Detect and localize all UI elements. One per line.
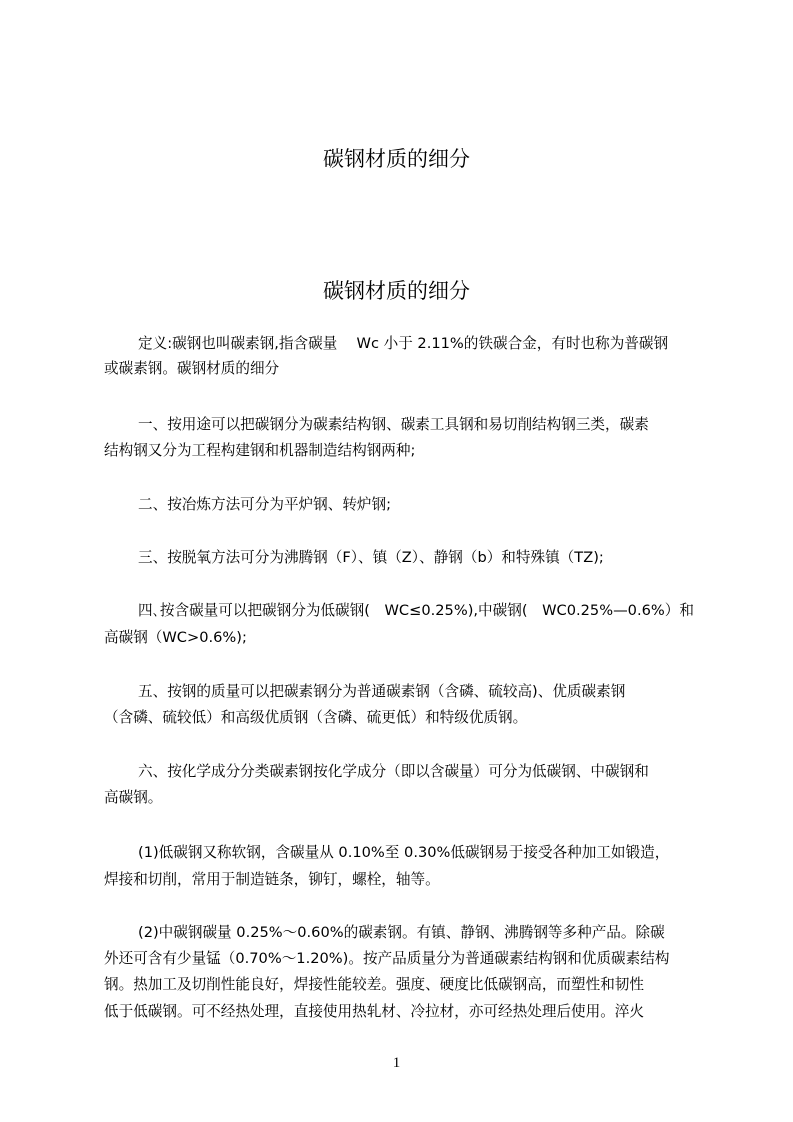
paragraph-line: 五、按钢的质量可以把碳素钢分为普通碳素钢（含磷、硫较高)、优质碳素钢: [138, 683, 626, 700]
paragraph-line: 定义:碳钢也叫碳素钢,指含碳量 Wc 小于 2.11%的铁碳合金，有时也称为普碳钢: [138, 335, 669, 352]
paragraph-line: (2)中碳钢碳量 0.25%～0.60%的碳素钢。有镇、静钢、沸腾钢等多种产品。除碳: [138, 924, 665, 941]
paragraph-line: 二、按冶炼方法可分为平炉钢、转炉钢;: [138, 496, 392, 513]
paragraph-line: (1)低碳钢又称软钢，含碳量从 0.10%至 0.30%低碳钢易于接受各种加工如锻造，: [138, 844, 670, 861]
document-title: 碳钢材质的细分: [323, 279, 470, 303]
paragraph-line: 低于低碳钢。可不经热处理，直接使用热轧材、冷拉材，亦可经热处理后使用。淬火: [104, 1003, 644, 1020]
paragraph-line: 三、按脱氧方法可分为沸腾钢（F）、镇（Z）、静钢（b）和特殊镇（TZ);: [138, 549, 604, 566]
paragraph-line: 钢。热加工及切削性能良好，焊接性能较差。强度、硬度比低碳钢高，而塑性和韧性: [104, 976, 644, 993]
paragraph-line: 或碳素钢。碳钢材质的细分: [104, 360, 280, 377]
paragraph-line: （含磷、硫较低）和高级优质钢（含磷、硫更低）和特级优质钢。: [104, 709, 528, 726]
paragraph-line: 外还可含有少量锰（0.70%～1.20%)。按产品质量分为普通碳素结构钢和优质碳素结构: [104, 950, 670, 967]
paragraph-line: 一、按用途可以把碳钢分为碳素结构钢、碳素工具钢和易切削结构钢三类，碳素: [138, 416, 649, 433]
paragraph-line: 高碳钢。: [104, 789, 163, 806]
header-title: 碳钢材质的细分: [323, 147, 470, 171]
paragraph-line: 结构钢又分为工程构建钢和机器制造结构钢两种;: [104, 442, 416, 459]
paragraph-line: 四､按含碳量可以把碳钢分为低碳钢( WC≤0.25%),中碳钢( WC0.25%—0.6%）和: [138, 602, 694, 619]
paragraph-line: 高碳钢（WC>0.6%);: [104, 629, 247, 646]
paragraph-line: 焊接和切削，常用于制造链条，铆钉，螺栓，轴等。: [104, 871, 440, 888]
paragraph-line: 六、按化学成分分类碳素钢按化学成分（即以含碳量）可分为低碳钢、中碳钢和: [138, 763, 649, 780]
page-number: 1: [392, 1055, 401, 1071]
